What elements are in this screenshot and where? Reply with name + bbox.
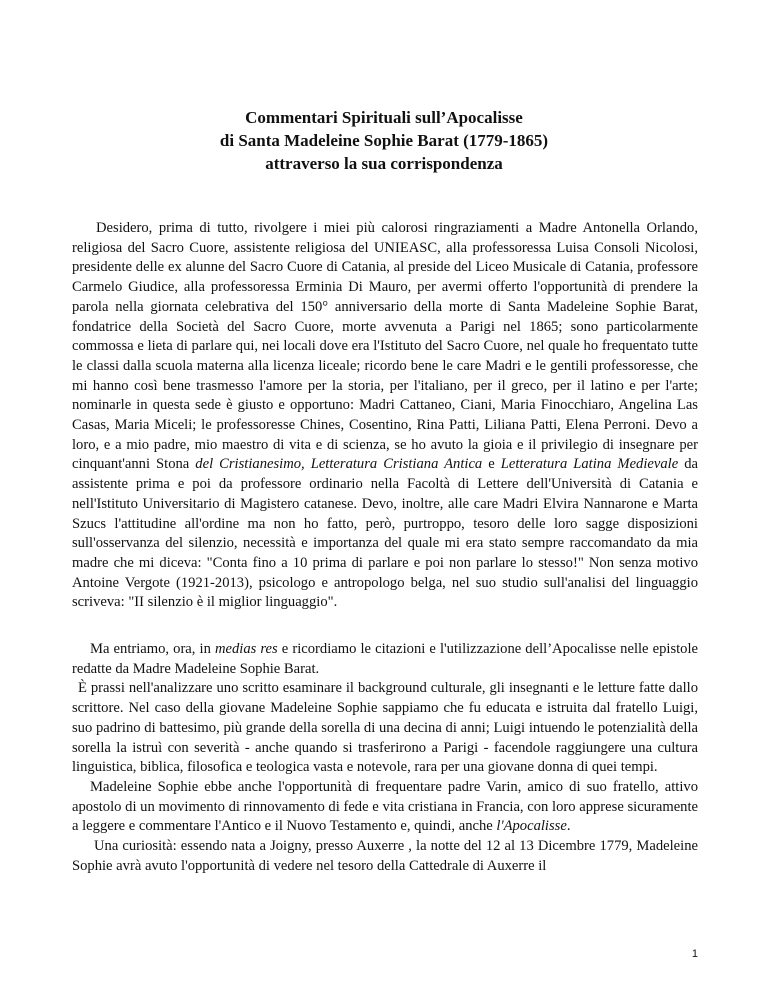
paragraph-text: Ma entriamo, ora, in [90, 641, 215, 657]
paragraph-text: e ricordiamo le citazioni e l'utilizzazione dell’Apocalisse nelle epistole redatte da Madre Madeleine Sophie Barat. [72, 641, 699, 677]
paragraph-in-medias-res [72, 640, 698, 679]
paragraph-varin [72, 778, 698, 837]
paragraph-text: e [482, 456, 501, 473]
paragraph-background: È prassi nell'analizzare uno scritto esaminare il background culturale, gli insegnanti e le letture fatte dallo scrittore. Nel caso della giovane Madeleine Sophie sappiamo che fu educata e istruita dal fratello Luigi, suo padrino di battesimo, più grande della sorella di una decina di anni; Luigi intuendo le potenzialità della sorella la istruì con severità - anche quando si trasferirono a Parigi - facendole raggiungere una cultura linguistica, biblica, filosofica e teologica vasta e notevole, rara per una giovane donna di quei tempi. [72, 680, 698, 776]
paragraph-text: Desidero, prima di tutto, rivolgere i miei più calorosi ringraziamenti a Madre Antonella Orlando, religiosa del Sacro Cuore, assistente religiosa del UNIEASC, alla professoressa Luisa Consoli Nicolosi, presidente delle ex alunne del Sacro Cuore di Catania, al preside del Liceo Musicale di Catania, professore Carmelo Giudice, alla professoressa Erminia Di Mauro, per avermi offerto l'opportunità di prendere la parola nella giornata celebrativa del 150° anniversario della morte di Santa Madeleine Sophie Barat, fondatrice della Società del Sacro Cuore, morte avvenuta a Parigi nel 1865; sono particolarmente commossa e lieta di parlare qui, nei locali dove era l'Istituto del Sacro Cuore, nel quale ho frequentato tutte le classi dalla scuola materna alla licenza liceale; ricordo bene le care Madri e le gentili professoresse, che mi hanno così bene trasmesso l'amore per la storia, per l'italiano, per il greco, per il latino e per l'arte; nominarle in questa sede è giusto e opportuno: Madri Cattaneo, Ciani, Maria Finocchiaro, Angelina Las Casas, Maria Miceli; le professoresse Chines, Cosentino, Rina Patti, Liliana Patti, Elena Perroni. Devo a loro, e a mio padre, mio maestro di vita e di scienza, se ho avuto la gioia e il privilegio di insegnare per cinquant'anni Stona [72, 220, 698, 473]
paragraph-curiosity: Una curiosità: essendo nata a Joigny, presso Auxerre , la notte del 12 al 13 Dicembre 1779, Madeleine Sophie avrà avuto l'opportunità di vedere nel tesoro della Cattedrale di Auxerre il [72, 838, 698, 874]
intro-section [72, 219, 698, 613]
paragraph-text: . [566, 818, 571, 835]
document-title [0, 106, 768, 175]
italic-course-title: del Cristianesimo, Letteratura Cristiana Antica [195, 456, 483, 473]
page-number: 1 [691, 948, 698, 960]
title-line-3: attraverso la sua corrispondenza [265, 154, 503, 173]
italic-phrase: medias res [214, 641, 278, 657]
italic-book-title: l'Apocalisse [496, 818, 567, 835]
paragraph-acknowledgements [72, 219, 698, 613]
paragraph-text: da assistente prima e poi da professore ordinario nella Facoltà di Lettere dell'Università di Catania e nell'Istituto Universitario di Magistero catanese. Devo, inoltre, alle care Madri Elvira Nannarone e Marta Szucs l'attitudine all'ordine ma non ho fatto, però, purtroppo, tesoro delle loro sagge disposizioni sull'osservanza del silenzio, necessità e importanza del quale mi era stato sempre raccomandato da mia madre che mi diceva: "Conta fino a 10 prima di parlare e poi non parlare lo stesso!" Non senza motivo Antoine Vergote (1921-2013), psicologo e antropologo belga, nel suo studio sull'analisi del linguaggio scriveva: "II silenzio è il miglior linguaggio". [72, 456, 698, 611]
title-line-2: di Santa Madeleine Sophie Barat (1779-1865) [219, 131, 549, 150]
italic-course-title: Letteratura Latina Medievale [500, 456, 679, 473]
title-line-1: Commentari Spirituali sull’Apocalisse [245, 108, 523, 127]
main-section [72, 640, 698, 876]
paragraph-text: Madeleine Sophie ebbe anche l'opportunità di frequentare padre Varin, amico di suo fratello, attivo apostolo di un movimento di rinnovamento di fede e vita cristiana in Francia, con loro apprese sicuramente a leggere e commentare l'Antico e il Nuovo Testamento e, quindi, anche [72, 778, 698, 835]
